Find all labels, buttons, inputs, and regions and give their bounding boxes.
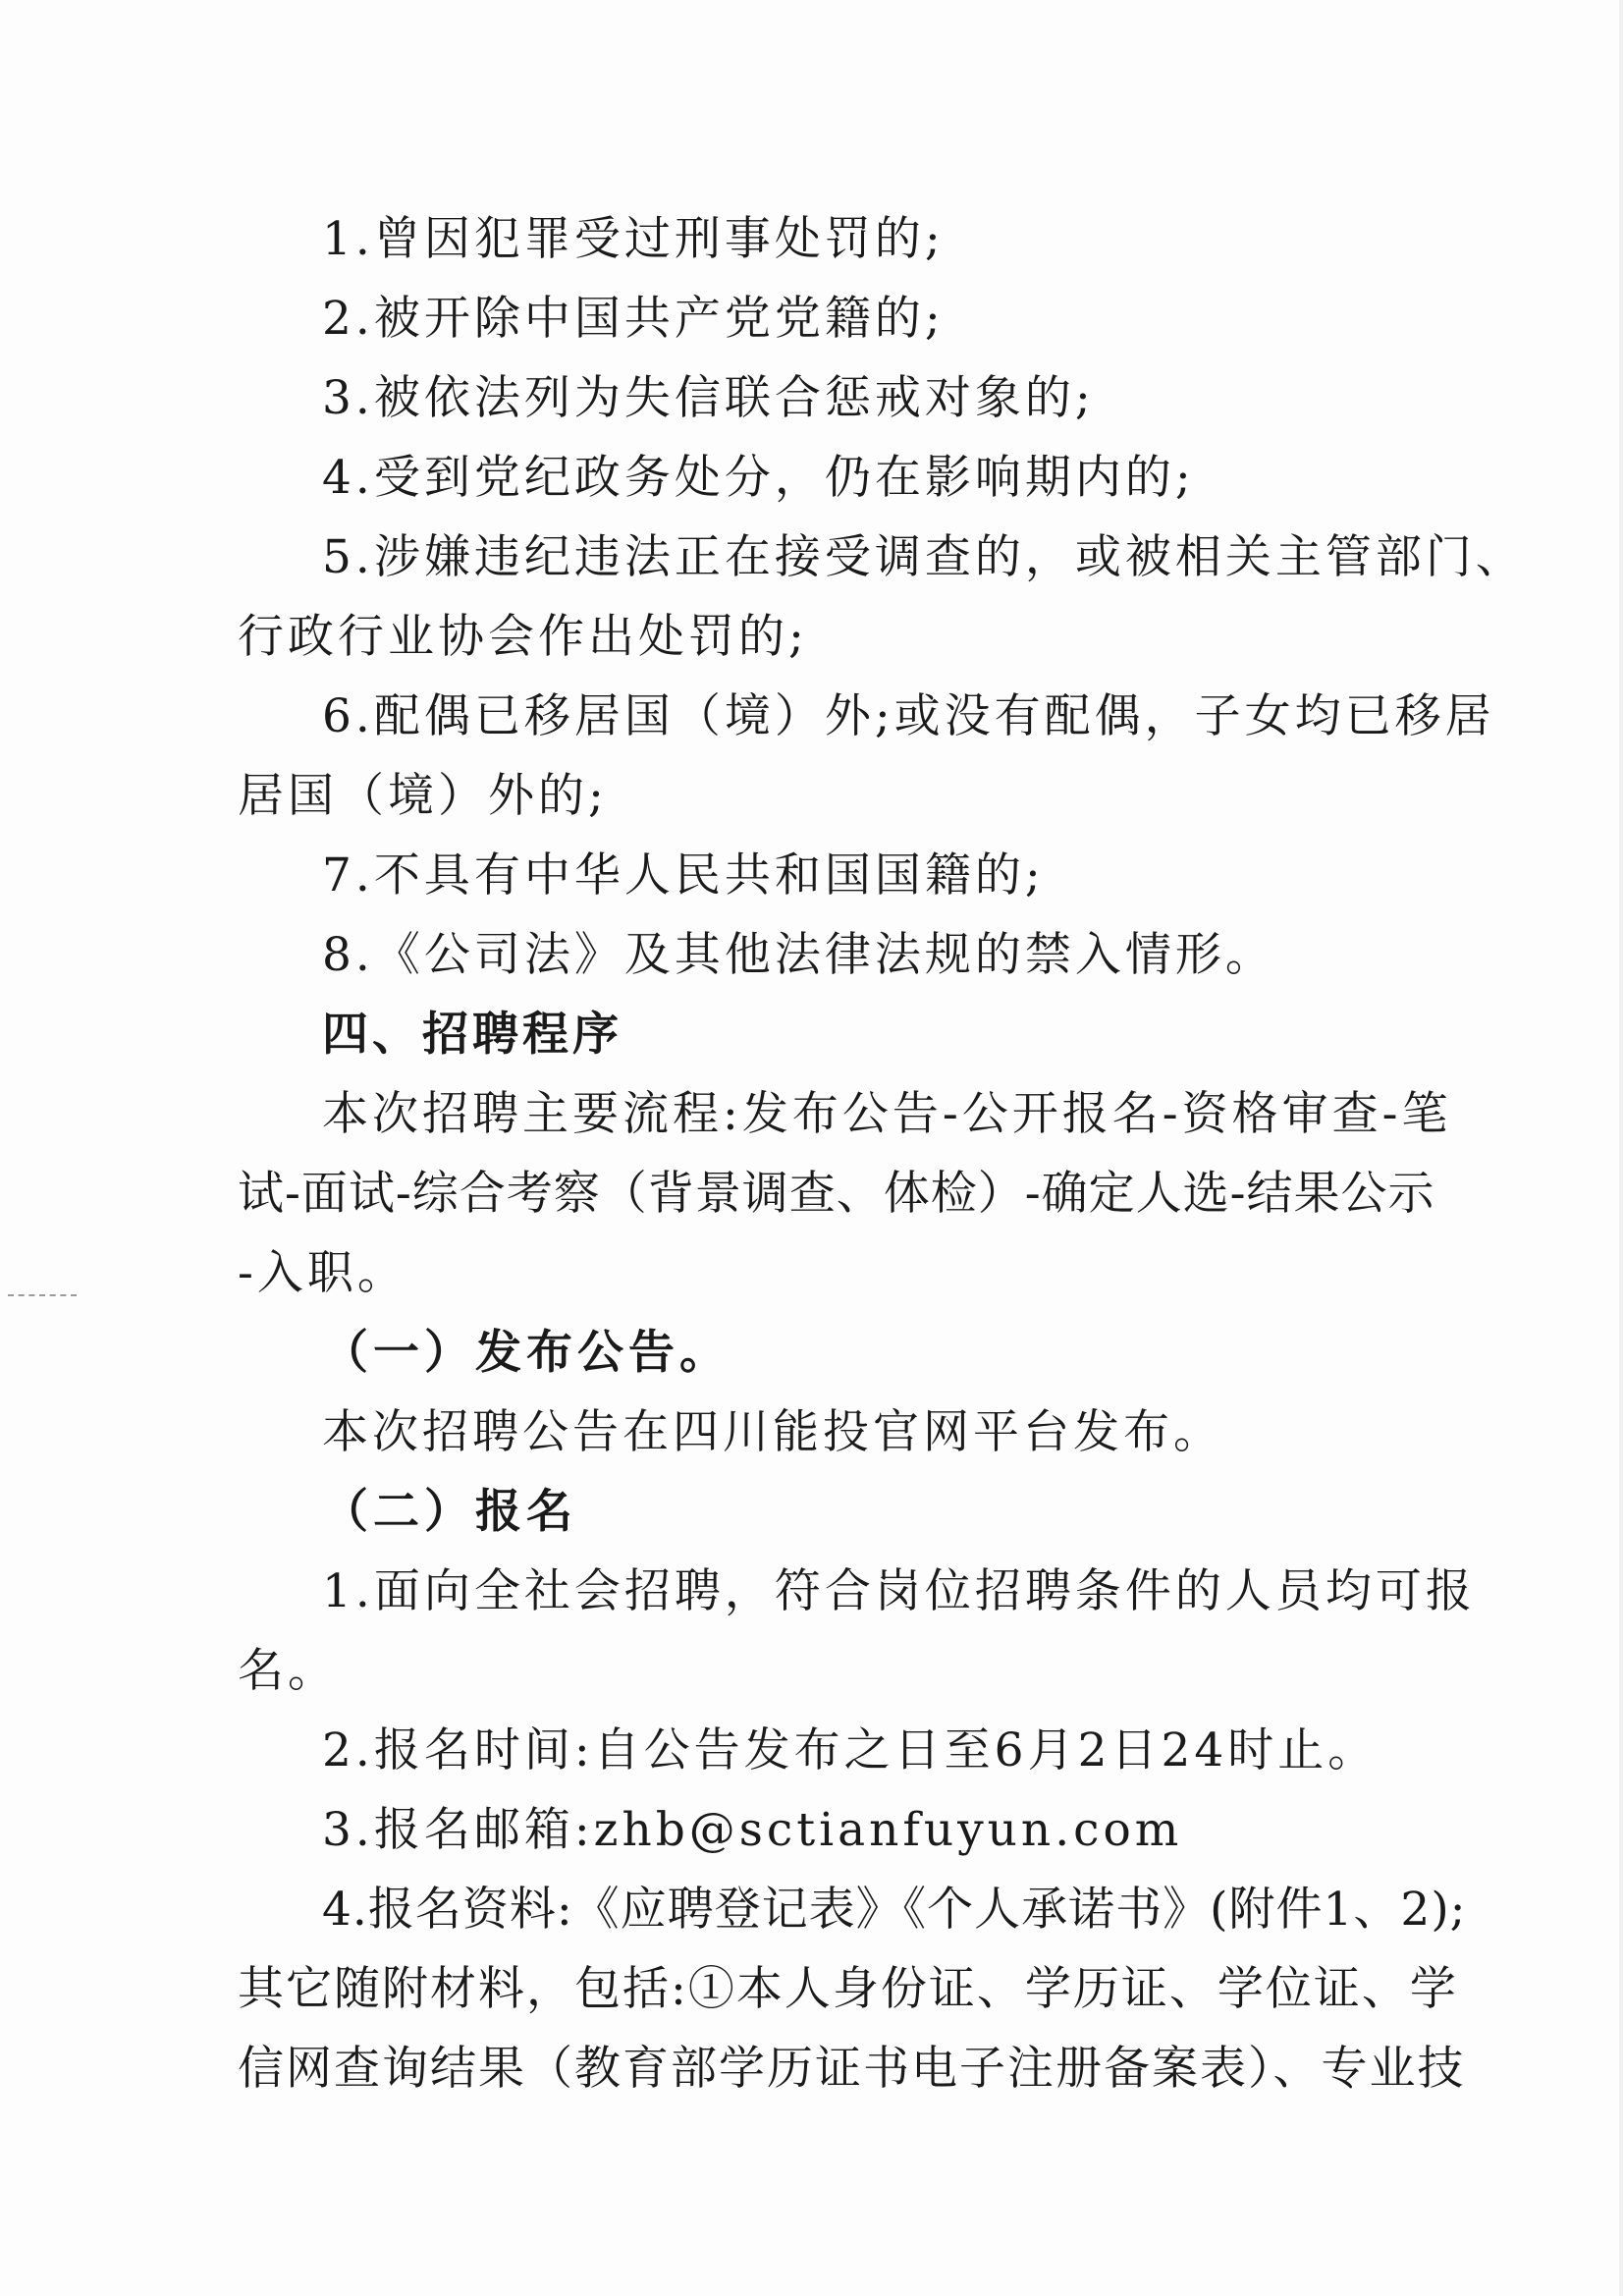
registration-item-1: 1.面向全社会招聘，符合岗位招聘条件的人员均可报 [322, 1564, 1476, 1618]
list-item-8: 8.《公司法》及其他法律法规的禁入情形。 [322, 928, 1275, 982]
procedure-paragraph-line-2: 试-面试-综合考察（背景调查、体检）-确定人选-结果公示 [238, 1167, 1435, 1221]
registration-item-4-materials: 4.报名资料:《应聘登记表》《个人承诺书》(附件1、2); [322, 1883, 1467, 1937]
registration-item-2-time: 2.报名时间:自公告发布之日至6月2日24时止。 [322, 1723, 1379, 1777]
list-item-1: 1.曾因犯罪受过刑事处罚的; [322, 212, 945, 266]
list-item-2: 2.被开除中国共产党党籍的; [322, 292, 945, 346]
subheading-publish-announcement: （一）发布公告。 [322, 1326, 730, 1380]
list-item-4: 4.受到党纪政务处分，仍在影响期内的; [322, 451, 1195, 505]
procedure-paragraph-line-3: -入职。 [238, 1246, 407, 1300]
list-item-5-continued: 行政行业协会作出处罚的; [238, 610, 808, 664]
list-item-3: 3.被依法列为失信联合惩戒对象的; [322, 371, 1095, 425]
binding-margin-mark [8, 1294, 77, 1298]
list-item-5: 5.涉嫌违纪违法正在接受调查的，或被相关主管部门、 [322, 530, 1526, 584]
announcement-paragraph: 本次招聘公告在四川能投官网平台发布。 [322, 1405, 1223, 1459]
registration-item-4-continued-2: 信网查询结果（教育部学历证书电子注册备案表）、专业技 [238, 2042, 1466, 2096]
page-edge [1619, 0, 1623, 2296]
section-heading-recruitment-procedure: 四、招聘程序 [322, 1008, 622, 1062]
procedure-paragraph-line-1: 本次招聘主要流程:发布公告-公开报名-资格审查-笔 [322, 1087, 1452, 1141]
list-item-6: 6.配偶已移居国（境）外;或没有配偶，子女均已移居 [322, 689, 1495, 743]
list-item-6-continued: 居国（境）外的; [238, 769, 608, 823]
registration-item-1-continued: 名。 [238, 1644, 338, 1698]
registration-item-4-continued-1: 其它随附材料，包括:①本人身份证、学历证、学位证、学 [238, 1962, 1458, 2016]
subheading-registration: （二）报名 [322, 1485, 577, 1539]
registration-item-3-email: 3.报名邮箱:zhb@sctianfuyun.com [322, 1803, 1183, 1857]
list-item-7: 7.不具有中华人民共和国国籍的; [322, 848, 1045, 902]
